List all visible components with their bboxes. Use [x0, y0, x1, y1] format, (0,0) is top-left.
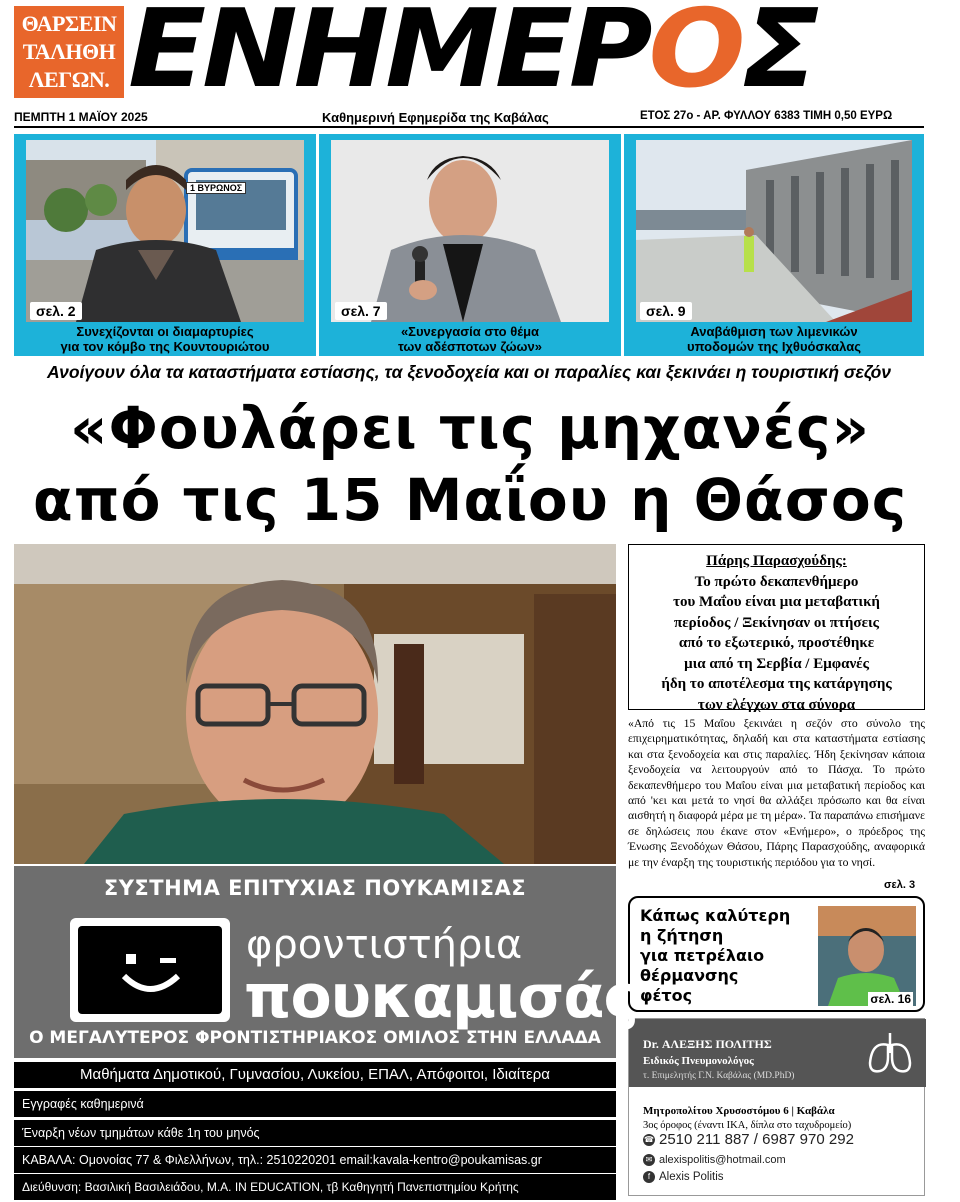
issue-date: ΠΕΜΠΤΗ 1 ΜΑΪΟΥ 2025: [14, 110, 148, 124]
ad-contact[interactable]: ΚΑΒΑΛΑ: Ομονοίας 77 & Φιλελλήνων, τηλ.: 2510220201 email:kavala-kentro@poukamisas.gr: [14, 1147, 616, 1173]
ad-footer: Ο ΜΕΓΑΛΥΤΕΡΟΣ ΦΡΟΝΤΙΣΤΗΡΙΑΚΟΣ ΟΜΙΛΟΣ ΣΤΗΝ ΕΛΛΑΔΑ: [29, 1028, 601, 1048]
caption-line: των αδέσποτων ζώων»: [397, 339, 542, 354]
heating-line: θέρμανσης: [640, 966, 739, 985]
newspaper-logo[interactable]: [128, 0, 960, 112]
issue-info: ΕΤΟΣ 27ο - ΑΡ. ΦΥΛΛΟΥ 6383 ΤΙΜΗ 0,50 ΕΥΡΩ: [640, 110, 893, 122]
ad-new-classes: Έναρξη νέων τμημάτων κάθε 1η του μηνός: [14, 1120, 616, 1146]
logo-accent-letter: Ο: [648, 0, 742, 112]
facebook-name: Alexis Politis: [659, 1171, 724, 1184]
lead-headline-line2[interactable]: από τις 15 Μαΐου η Θάσος: [32, 466, 908, 534]
heating-line: φέτος: [640, 986, 693, 1005]
doctor-ad-header: [629, 1019, 926, 1087]
doctor-ad[interactable]: [628, 1018, 925, 1196]
ad-brand-big: πουκαμισάς: [244, 962, 639, 1032]
lead-photo: [14, 544, 616, 864]
ad-brand-small: φροντιστήρια: [246, 922, 523, 968]
doctor-specialty: Ειδικός Πνευμονολόγος: [643, 1055, 754, 1067]
teaser-page-ref: σελ. 2: [30, 302, 82, 320]
teaser-photo-speaker: [331, 140, 609, 322]
lead-body-text: «Από τις 15 Μαΐου ξεκινάει η σεζόν στο σύνολο της επιχειρηματικότητας, δηλαδή και στα καταστήματα εστίασης και στα ξενοδοχεία και στις παραλίες. Ήδη ξεκίνησαν κάποια ξενοδοχεία να λειτουργούν από το Πάσχα. Το πρώτο δεκαπενθήμερο του Μαΐου είναι μια μεταβατική περίοδος και από 'κει και μετά το νησί θα αλλάξει πρόσωπο και θα είναι αισθητή η διαφορά μέρα με τη μέρα». Τα παραπάνω επισήμανε σε δηλώσεις που έκανε στον «Ενήμερο», ο πρόεδρος της Ένωσης Ξενοδόχων Θάσου, Πάρης Παρασχούδης, αναφορικά με την έναρξη της τουριστικής περιόδου για το νησί.: [628, 717, 925, 869]
phone-icon: ☎: [644, 1135, 654, 1145]
caption-line: Αναβάθμιση των λιμενικών: [690, 324, 858, 339]
heating-headline: [640, 906, 818, 1006]
callout-line: ήδη το αποτέλεσμα της κατάργησης: [661, 676, 892, 692]
phone-number: 2510 211 887 / 6987 970 292: [659, 1131, 854, 1148]
lungs-icon: [864, 1027, 916, 1079]
paper-tagline: Καθημερινή Εφημερίδα της Καβάλας: [322, 110, 549, 125]
callout-line: του Μαΐου είναι μια μεταβατική: [673, 594, 880, 610]
lead-page-ref[interactable]: σελ. 3: [884, 879, 916, 891]
poukamisas-ad[interactable]: [14, 866, 639, 1058]
doctor-name: Dr. ΑΛΕΞΗΣ ΠΟΛΙΤΗΣ: [643, 1037, 772, 1051]
lead-callout-box: [628, 544, 925, 713]
mail-icon: ✉: [643, 1154, 655, 1166]
masthead-divider: [14, 126, 924, 128]
callout-line: των ελέγχων στα σύνορα: [697, 696, 856, 713]
street-sign: 1 ΒΥΡΩΝΟΣ: [186, 182, 246, 194]
caption-line: Συνεχίζονται οι διαμαρτυρίες: [76, 324, 254, 339]
heating-line: Κάπως καλύτερη: [640, 906, 791, 925]
teaser-protests[interactable]: [14, 134, 316, 356]
callout-line: περίοδος / Ξεκίνησαν οι πτήσεις: [674, 614, 879, 631]
masthead-slogan: [14, 6, 124, 98]
slogan-line: ΤΑΛΗΘΗ: [22, 39, 116, 64]
ad-logo: [70, 918, 230, 1022]
doctor-credentials: τ. Επιμελητής Γ.Ν. Καβάλας (MD.PhD): [643, 1071, 795, 1081]
teaser-photo-street: [26, 140, 304, 322]
portrait-photo-illustration: [14, 544, 616, 864]
heating-page-ref: σελ. 16: [870, 992, 911, 1006]
callout-line: Το πρώτο δεκαπενθήμερο: [694, 573, 859, 590]
teaser-page-ref: σελ. 9: [640, 302, 692, 320]
teaser-page-ref: σελ. 7: [335, 302, 387, 320]
teaser-caption: [624, 324, 924, 354]
heating-line: για πετρέλαιο: [640, 946, 765, 965]
wink-face-icon: [78, 926, 222, 1014]
speaker-photo-illustration: [331, 140, 609, 322]
man-photo-illustration: [818, 906, 916, 1006]
teaser-strip: [14, 134, 924, 356]
callout-line: από το εξωτερικό, προστέθηκε: [678, 635, 875, 651]
ad-courses: Μαθήματα Δημοτικού, Γυμνασίου, Λυκείου, ΕΠΑΛ, Απόφοιτοι, Ιδιαίτερα: [14, 1062, 616, 1088]
lead-kicker: Ανοίγουν όλα τα καταστήματα εστίασης, τα ξενοδοχεία και οι παραλίες και ξεκινάει η τουριστική σεζόν: [46, 362, 892, 382]
logo-text: ΕΝΗΜΕΡ: [128, 0, 649, 112]
caption-line: για τον κόμβο της Κουντουριώτου: [60, 339, 270, 354]
street-photo-illustration: [26, 140, 304, 322]
doctor-floor: 3ος όροφος (έναντι ΙΚΑ, δίπλα στο ταχυδρομείο): [643, 1120, 852, 1131]
teaser-fish-market[interactable]: [624, 134, 924, 356]
ad-enrollment: Εγγραφές καθημερινά: [14, 1091, 616, 1117]
lead-headline[interactable]: «Φουλάρει τις μηχανές»: [70, 394, 870, 462]
doctor-email[interactable]: [643, 1154, 786, 1166]
teaser-caption: [319, 324, 621, 354]
facebook-icon: f: [643, 1171, 655, 1183]
logo-text-end: Σ: [741, 0, 816, 112]
heating-photo: [818, 906, 916, 1006]
doctor-phone[interactable]: [643, 1131, 854, 1148]
heating-line: η ζήτηση: [640, 926, 724, 945]
email-address: alexispolitis@hotmail.com: [659, 1154, 786, 1166]
callout-line: μια από τη Σερβία / Εμφανές: [684, 655, 869, 672]
ad-director: Διεύθυνση: Βασιλική Βασιλειάδου, Μ.Α. IN EDUCATION, τβ Καθηγητή Πανεπιστημίου Κρήτης: [14, 1174, 616, 1200]
caption-line: «Συνεργασία στο θέμα: [400, 324, 540, 339]
caption-line: υποδομών της Ιχθυόσκαλας: [687, 339, 861, 354]
heating-oil-teaser[interactable]: [628, 896, 925, 1012]
doctor-facebook[interactable]: [643, 1171, 724, 1183]
slogan-line: ΛΕΓΩΝ.: [28, 67, 110, 92]
harbor-photo-illustration: [636, 140, 912, 322]
doctor-address: Μητροπολίτου Χρυσοστόμου 6 | Καβάλα: [643, 1105, 835, 1117]
teaser-photo-harbor: [636, 140, 912, 322]
teaser-stray-animals[interactable]: [319, 134, 621, 356]
callout-speaker: Πάρης Παρασχούδης:: [706, 553, 847, 569]
teaser-caption: [14, 324, 316, 354]
slogan-line: ΘΑΡΣΕΙΝ: [21, 11, 117, 36]
ad-title: ΣΥΣΤΗΜΑ ΕΠΙΤΥΧΙΑΣ ΠΟΥΚΑΜΙΣΑΣ: [103, 876, 527, 900]
